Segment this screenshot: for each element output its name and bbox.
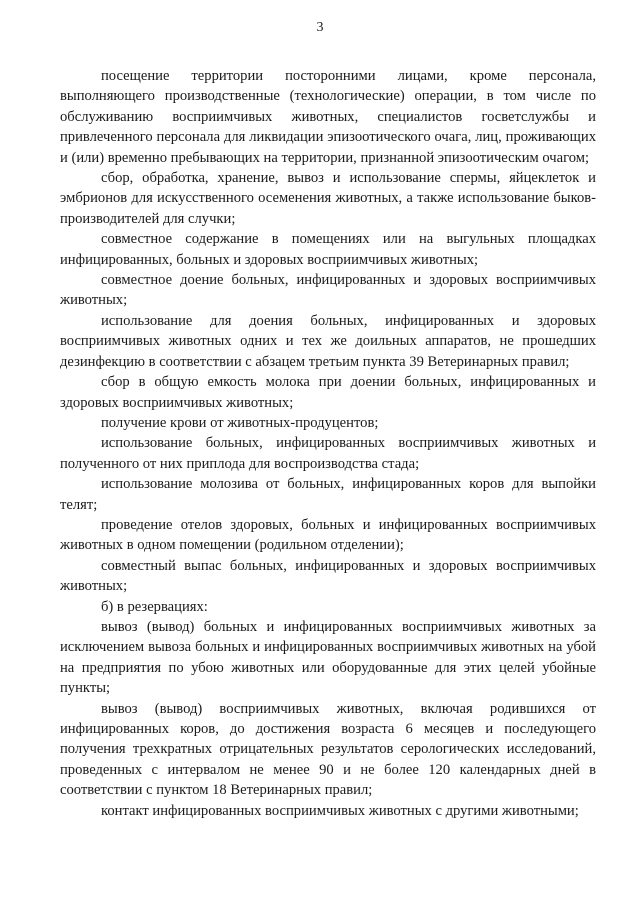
paragraph-restriction-visitors: посещение территории посторонними лицами, кроме персонала, выполняющего производственные (технологические) операции, в том числе по обслуживанию восприимчивых животных, специалистов госветслужбы и привлеченного персонала для ликвидации эпизоотического очага, лиц, проживающих и (или) временно пребывающих на территории, признанной эпизоотическим очагом;: [60, 68, 596, 166]
paragraph-restriction-semen: сбор, обработка, хранение, вывоз и использование спермы, яйцеклеток и эмбрионов для искусственного осеменения животных, а также использование быков-производителей для случки;: [60, 170, 596, 227]
paragraph-restriction-milking-machines: использование для доения больных, инфицированных и здоровых восприимчивых животных одних и тех же доильных аппаратов, не прошедших дезинфекцию в соответствии с абзацем третьим пункта 39 Ветеринарных правил;: [60, 312, 596, 370]
paragraph-restriction-export-sick: вывоз (вывод) больных и инфицированных восприимчивых животных за исключением вывоза больных и инфицированных восприимчивых животных на убой на предприятия по убою животных или оборудованные для этих целей убойные пункты;: [60, 618, 596, 697]
page-number: 3: [316, 20, 324, 35]
paragraph-restriction-joint-milking: совместное доение больных, инфицированных и здоровых восприимчивых животных;: [60, 272, 596, 309]
paragraph-restriction-contact: контакт инфицированных восприимчивых животных с другими животными;: [101, 802, 579, 819]
document-body: [60, 66, 596, 821]
paragraph-restriction-joint-housing: совместное содержание в помещениях или на выгульных площадках инфицированных, больных и здоровых восприимчивых животных;: [60, 231, 596, 268]
paragraph-restriction-blood: получение крови от животных-продуцентов;: [101, 414, 379, 431]
paragraph-restriction-colostrum: использование молозива от больных, инфицированных коров для выпойки телят;: [60, 476, 596, 513]
section-heading-reservations: б) в резервациях:: [101, 598, 208, 615]
paragraph-restriction-grazing: совместный выпас больных, инфицированных и здоровых восприимчивых животных;: [60, 557, 596, 595]
paragraph-restriction-milk-collection: сбор в общую емкость молока при доении больных, инфицированных и здоровых восприимчивых животных;: [60, 374, 596, 411]
paragraph-restriction-calving: проведение отелов здоровых, больных и инфицированных восприимчивых животных в одном помещении (родильном отделении);: [60, 516, 596, 554]
paragraph-restriction-export-young: вывоз (вывод) восприимчивых животных, включая родившихся от инфицированных коров, до достижения возраста 6 месяцев и последующего получения трехкратных отрицательных результатов серологических исследований, проведенных с интервалом не менее 90 и не более 120 календарных дней в соответствии с пунктом 18 Ветеринарных правил;: [60, 700, 596, 799]
paragraph-restriction-reproduction: использование больных, инфицированных восприимчивых животных и полученного от них приплода для воспроизводства стада;: [60, 435, 596, 472]
